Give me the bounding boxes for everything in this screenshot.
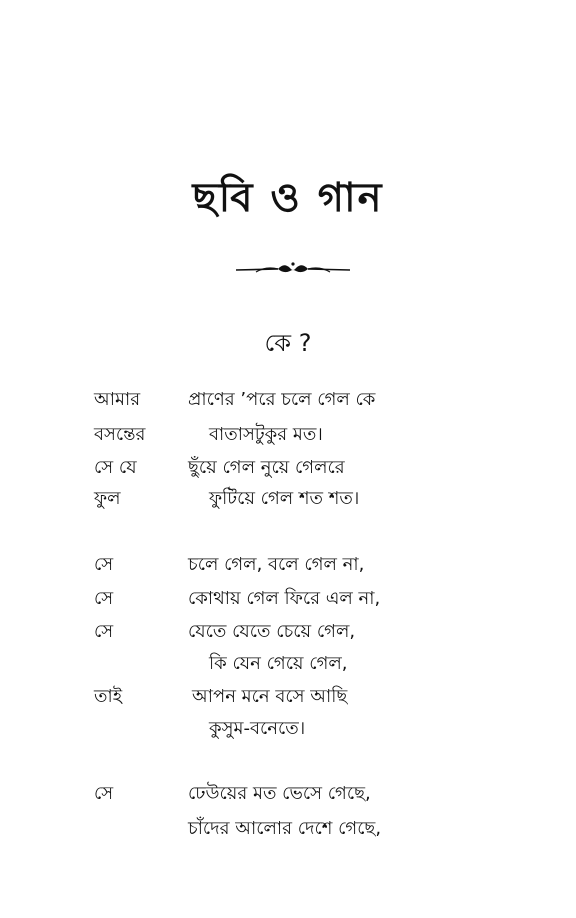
poem-line-lead: তাই xyxy=(94,686,123,707)
poem-line-lead: আমার xyxy=(94,389,141,410)
poem-line-text: চাঁদের আলোর দেশে গেছে, xyxy=(188,818,382,839)
book-title: ছবি ও গান xyxy=(192,175,384,221)
poem-line-text: ফুটিয়ে গেল শত শত। xyxy=(209,488,360,509)
poem-line-lead: সে যে xyxy=(94,457,137,478)
poem-line-text: চলে গেল, বলে গেল না, xyxy=(188,554,365,575)
poem-line-lead: ফুল xyxy=(94,488,121,509)
poem-line-lead: সে xyxy=(94,621,114,642)
poem-line-text: ঢেউয়ের মত ভেসে গেছে, xyxy=(188,783,371,804)
poem-line-text: ছুঁয়ে গেল নুয়ে গেলরে xyxy=(188,457,345,478)
poem-line-text: কুসুম-বনেতে। xyxy=(209,718,306,739)
poem-line-text: প্রাণের ’পরে চলে গেল কে xyxy=(188,389,376,410)
poem-line-text: কি যেন গেয়ে গেল, xyxy=(209,653,348,674)
poem-line-lead: সে xyxy=(94,554,114,575)
poem-line-text: কোথায় গেল ফিরে এল না, xyxy=(188,588,381,609)
divider-ornament xyxy=(234,260,352,278)
poem-line-lead: সে xyxy=(94,588,114,609)
poem-line-text: যেতে যেতে চেয়ে গেল, xyxy=(188,621,356,642)
poem-line-text: আপন মনে বসে আছি xyxy=(192,686,348,707)
poem-line-text: বাতাসটুকুর মত। xyxy=(209,424,323,445)
poem-title: কে ? xyxy=(264,329,312,357)
poem-line-lead: সে xyxy=(94,783,114,804)
poem-line-lead: বসন্তের xyxy=(94,424,146,445)
